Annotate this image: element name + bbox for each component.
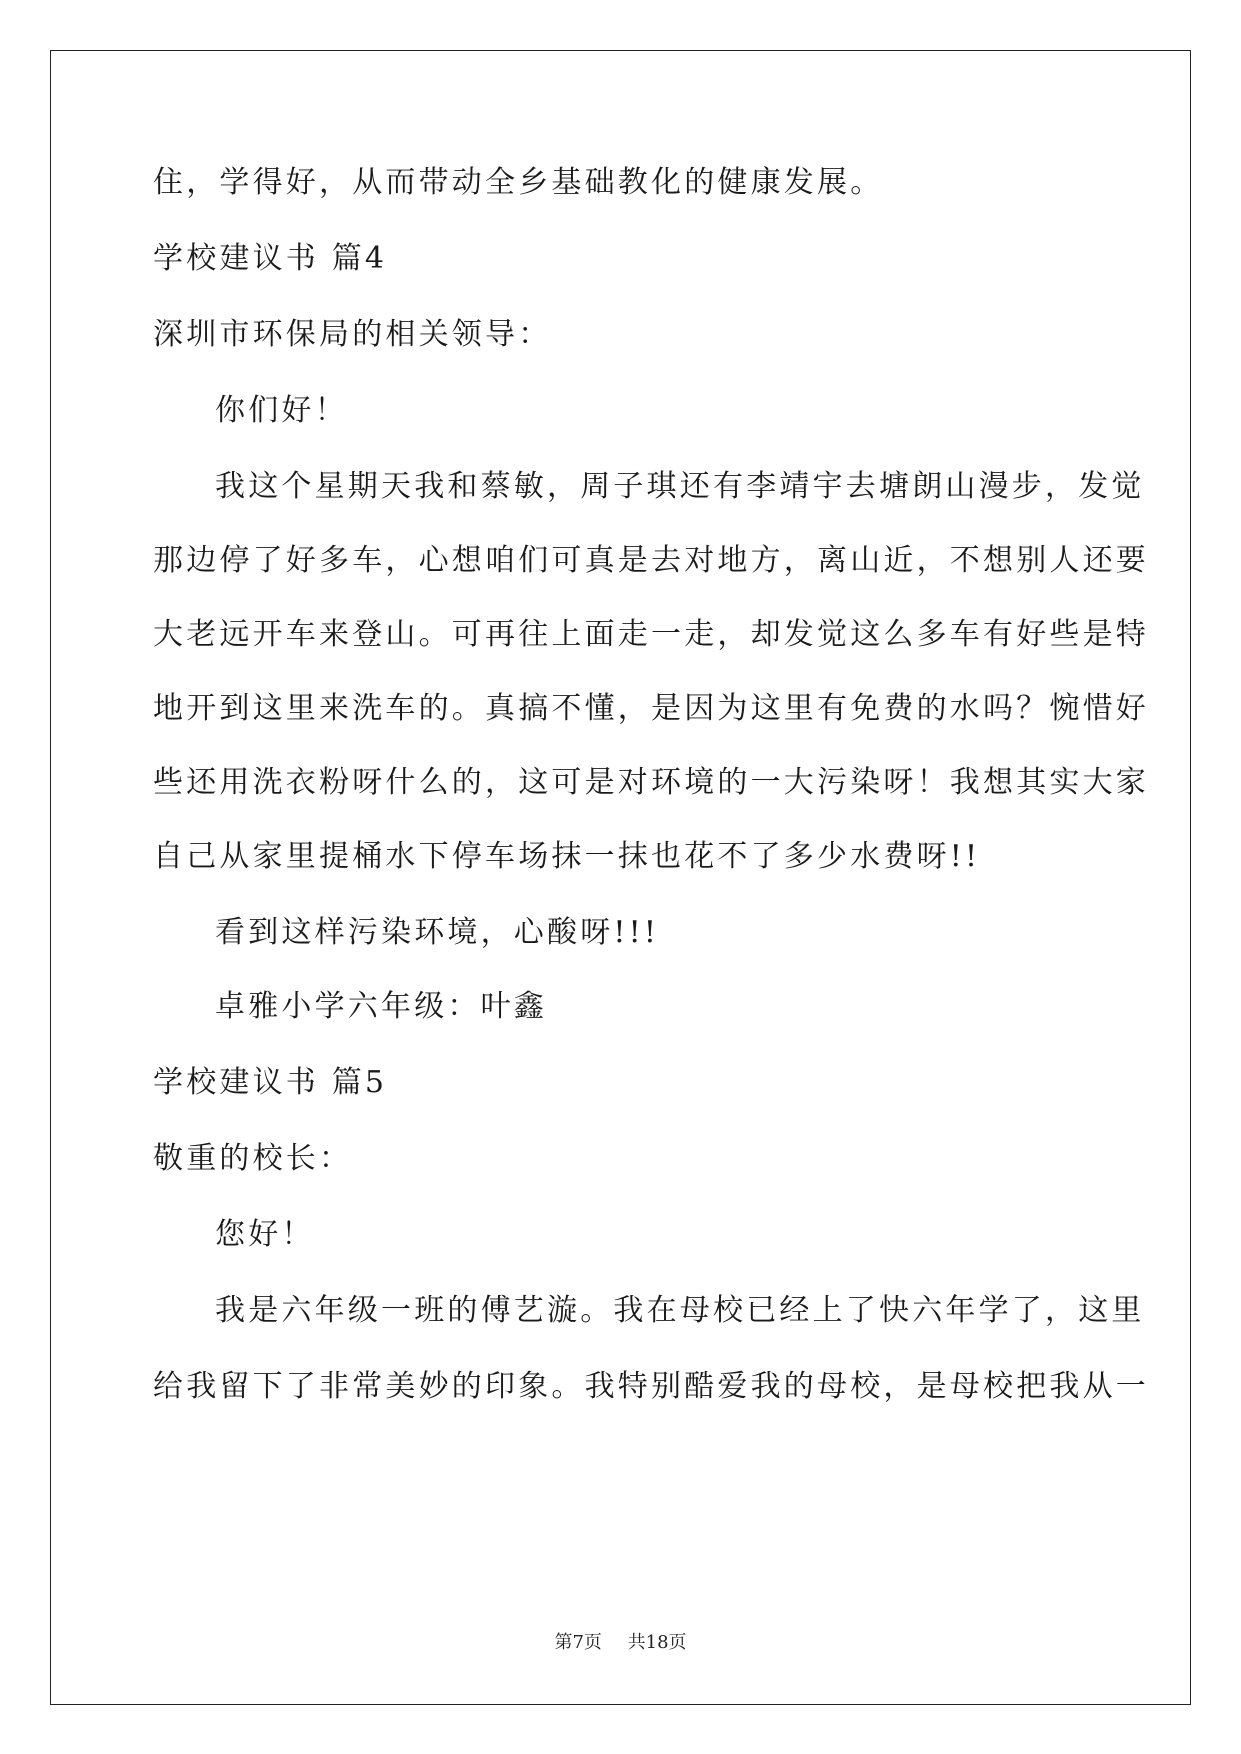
paragraph-line: 大老远开车来登山。可再往上面走一走，却发觉这么多车有好些是特	[153, 617, 1149, 652]
paragraph-line: 我是六年级一班的傅艺漩。我在母校已经上了快六年学了，这里	[215, 1293, 1145, 1328]
signature-line: 卓雅小学六年级：叶鑫	[215, 989, 547, 1024]
paragraph-line: 那边停了好多车，心想咱们可真是去对地方，离山近，不想别人还要	[153, 543, 1149, 578]
paragraph-line: 给我留下了非常美妙的印象。我特别酷爱我的母校，是母校把我从一	[153, 1369, 1149, 1404]
section-heading: 学校建议书 篇5	[153, 1065, 388, 1100]
paragraph-line: 地开到这里来洗车的。真搞不懂，是因为这里有免费的水吗？惋惜好	[153, 691, 1149, 726]
greeting: 你们好！	[215, 393, 348, 428]
salutation: 深圳市环保局的相关领导：	[153, 317, 552, 352]
page-border	[50, 50, 1191, 1705]
paragraph-line: 住，学得好，从而带动全乡基础教化的健康发展。	[153, 165, 884, 200]
page-total: 共18页	[627, 1632, 687, 1653]
section-heading: 学校建议书 篇4	[153, 241, 388, 276]
paragraph-line: 些还用洗衣粉呀什么的，这可是对环境的一大污染呀！我想其实大家	[153, 765, 1149, 800]
page-number: 第7页	[554, 1632, 602, 1653]
paragraph-line: 我这个星期天我和蔡敏，周子琪还有李靖宇去塘朗山漫步，发觉	[215, 469, 1145, 504]
page-footer	[0, 1628, 1241, 1654]
paragraph-line: 看到这样污染环境，心酸呀!!!	[215, 915, 660, 950]
salutation: 敬重的校长：	[153, 1141, 353, 1176]
greeting: 您好！	[215, 1217, 315, 1252]
paragraph-line: 自己从家里提桶水下停车场抹一抹也花不了多少水费呀!!	[153, 839, 981, 874]
